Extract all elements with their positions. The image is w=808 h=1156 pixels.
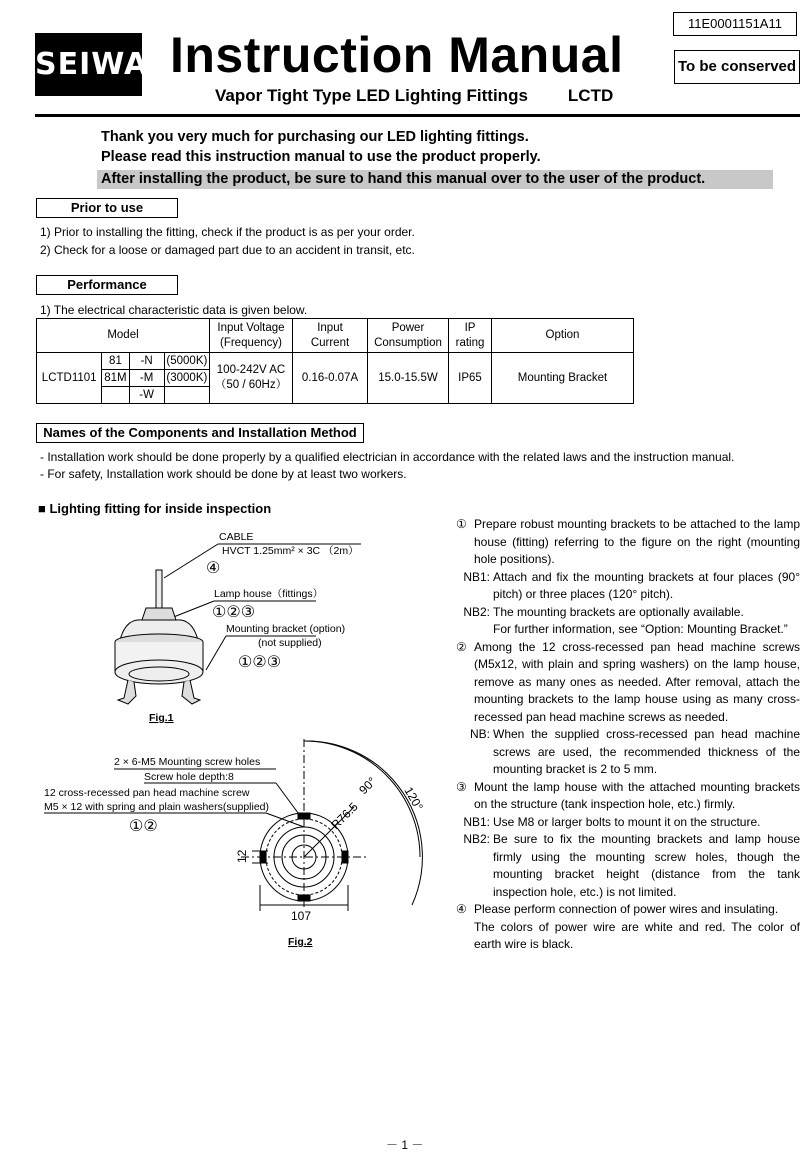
fig2-dim-90: 90° xyxy=(356,774,379,798)
cell-empty-2 xyxy=(164,387,209,404)
th-ip-1: IP xyxy=(464,321,476,334)
th-model: Model xyxy=(37,319,210,353)
fig1-nums-b: ①②③ xyxy=(238,654,282,671)
intro-line-1: Thank you very much for purchasing our LED lighting fittings. xyxy=(101,129,529,145)
step-1-nb2-line1: The mounting brackets are optionally available. xyxy=(493,604,744,619)
prior-item-2: 2) Check for a loose or damaged part due to an accident in transit, etc. xyxy=(40,243,415,257)
step-3-nb1 xyxy=(456,814,800,832)
step-4-line2: The colors of power wire are white and red. The color of earth wire is black. xyxy=(474,919,800,951)
performance-intro: 1) The electrical characteristic data is given below. xyxy=(40,303,308,317)
step-4-line1: Please perform connection of power wires and insulating. xyxy=(474,902,779,916)
cell-model: LCTD1101 xyxy=(37,353,102,404)
components-note-1: - Installation work should be done properly by a qualified electrician in accordance with the related laws and the instruction manual. xyxy=(40,450,735,464)
th-power xyxy=(368,319,449,353)
th-voltage-2: (Frequency) xyxy=(220,336,282,349)
fig2-screws: 12 cross-recessed pan head machine screw xyxy=(44,787,250,799)
cell-current: 0.16-0.07A xyxy=(293,353,368,404)
step-3-nb1-label: NB1: xyxy=(463,814,490,829)
cell-power: 15.0-15.5W xyxy=(368,353,449,404)
step-1-nb2 xyxy=(456,604,800,639)
cell-5000k: (5000K) xyxy=(164,353,209,370)
step-1 xyxy=(456,516,800,569)
fig1-cable-label: CABLE xyxy=(219,531,254,543)
step-2-nb-label: NB: xyxy=(469,727,490,741)
th-option: Option xyxy=(492,319,634,353)
fig2-caption: Fig.2 xyxy=(288,936,313,948)
th-current-2: Current xyxy=(310,336,350,349)
cell-option: Mounting Bracket xyxy=(492,353,634,404)
step-1-num: ① xyxy=(456,517,467,531)
step-3 xyxy=(456,779,800,814)
cell-sub2: 81M xyxy=(102,370,129,387)
fig1-cable-spec: HVCT 1.25mm² × 3C （2m） xyxy=(222,545,359,557)
page-title: Instruction Manual xyxy=(170,27,624,83)
step-2-num: ② xyxy=(456,639,467,654)
cell-voltage-2: （50 / 60Hz） xyxy=(214,379,288,391)
th-voltage-1: Input Voltage xyxy=(217,321,285,334)
step-3-num: ③ xyxy=(456,779,467,794)
cell-suffix-w: -W xyxy=(129,387,164,404)
components-heading: Names of the Components and Installation Method xyxy=(36,423,364,443)
fig2-holes: 2 × 6-M5 Mounting screw holes xyxy=(114,756,261,768)
th-ip-2: rating xyxy=(455,336,485,349)
cell-empty xyxy=(102,387,129,404)
fig2-dim-120: 120° xyxy=(401,784,426,814)
intro-text xyxy=(101,127,541,167)
inspection-subheading: ■ Lighting fitting for inside inspection xyxy=(38,501,272,516)
handover-notice: After installing the product, be sure to hand this manual over to the user of the product. xyxy=(97,170,773,189)
th-ip xyxy=(449,319,492,353)
model-code: LCTD xyxy=(567,86,614,105)
fig2-dim-107: 107 xyxy=(291,909,312,923)
step-1-nb1 xyxy=(456,569,800,604)
step-3-nb1-text: Use M8 or larger bolts to mount it on the structure. xyxy=(493,814,761,829)
cell-suffix-n: -N xyxy=(129,353,164,370)
step-2-text: Among the 12 cross-recessed pan head machine screws (M5x12, with plain and spring washers) on the lamp house, remove as many ones as needed. After removal, attach the mounting brackets to the lamp house using as many cross-recessed pan head machine screws as needed. xyxy=(474,639,800,724)
step-3-nb2-text: Be sure to fix the mounting brackets and lamp house firmly using the mounting screw holes, though the mounting bracket height (distance from the tank inspection hole, etc.) is not limited. xyxy=(493,832,800,899)
performance-heading: Performance xyxy=(36,275,178,295)
fig2-depth: Screw hole depth:8 xyxy=(144,771,234,783)
fig1-nums-a: ①②③ xyxy=(212,604,256,621)
page-number: － 1 － xyxy=(386,1138,424,1152)
fig2-washers: M5 × 12 with spring and plain washers(supplied) xyxy=(44,801,269,813)
fig1-num4: ④ xyxy=(206,560,221,577)
cell-voltage-1: 100-242V AC xyxy=(216,364,286,376)
step-4 xyxy=(456,901,800,954)
cell-voltage xyxy=(210,353,293,404)
th-current xyxy=(293,319,368,353)
fig2-dim-12: 12 xyxy=(235,849,249,863)
step-2 xyxy=(456,639,800,727)
fig1-diagram xyxy=(36,520,436,730)
step-3-text: Mount the lamp house with the attached mounting brackets on the structure (tank inspection hole, etc.) firmly. xyxy=(474,779,800,811)
step-4-text xyxy=(474,901,800,954)
page-subtitle xyxy=(215,86,613,106)
th-current-1: Input xyxy=(317,321,343,334)
spec-table xyxy=(36,318,634,404)
document-number: 11E0001151A11 xyxy=(673,12,797,36)
subtitle-text: Vapor Tight Type LED Lighting Fittings xyxy=(215,86,528,105)
th-power-1: Power xyxy=(391,321,425,334)
step-1-nb2-line2: For further information, see “Option: Mounting Bracket.” xyxy=(493,622,788,636)
cell-ip: IP65 xyxy=(449,353,492,404)
conserve-badge: To be conserved xyxy=(674,50,800,84)
step-4-num: ④ xyxy=(456,902,467,916)
fig1-bracket: Mounting bracket (option) xyxy=(226,623,346,635)
th-power-2: Consumption xyxy=(374,336,442,349)
instruction-column xyxy=(456,516,800,954)
step-1-nb1-label: NB1: xyxy=(463,569,490,584)
cell-3000k: (3000K) xyxy=(164,370,209,387)
step-1-nb2-text xyxy=(493,604,800,639)
step-1-text: Prepare robust mounting brackets to be attached to the lamp house (fitting) referring to the figure on the right (mounting hole positions). xyxy=(474,517,800,566)
step-2-nb-text: When the supplied cross-recessed pan head machine screws are used, the recommended thickness of the mounting bracket is 2 to 5 mm. xyxy=(493,727,800,776)
components-note-2: - For safety, Installation work should be done by at least two workers. xyxy=(40,467,407,481)
seiwa-logo: SEIWA xyxy=(35,33,142,96)
fig1-caption: Fig.1 xyxy=(149,712,174,724)
th-voltage xyxy=(210,319,293,353)
step-2-nb xyxy=(456,726,800,779)
prior-heading: Prior to use xyxy=(36,198,178,218)
fig1-lamp-house: Lamp house（fittings） xyxy=(214,588,324,600)
fig2-nums: ①② xyxy=(129,818,158,835)
step-3-nb2 xyxy=(456,831,800,901)
fig2-diagram xyxy=(36,735,456,960)
fig1-not-supplied: (not supplied) xyxy=(258,637,322,649)
fig2-dim-r: R76.5 xyxy=(328,799,361,833)
prior-item-1: 1) Prior to installing the fitting, check if the product is as per your order. xyxy=(40,225,415,239)
header-rule xyxy=(35,114,800,117)
cell-suffix-m: -M xyxy=(129,370,164,387)
intro-line-2: Please read this instruction manual to use the product properly. xyxy=(101,149,541,165)
step-1-nb2-label: NB2: xyxy=(463,604,490,619)
step-3-nb2-label: NB2: xyxy=(463,832,490,846)
step-1-nb1-text: Attach and fix the mounting brackets at four places (90° pitch) or three places (120° pitch). xyxy=(493,569,800,601)
cell-sub1: 81 xyxy=(102,353,129,370)
